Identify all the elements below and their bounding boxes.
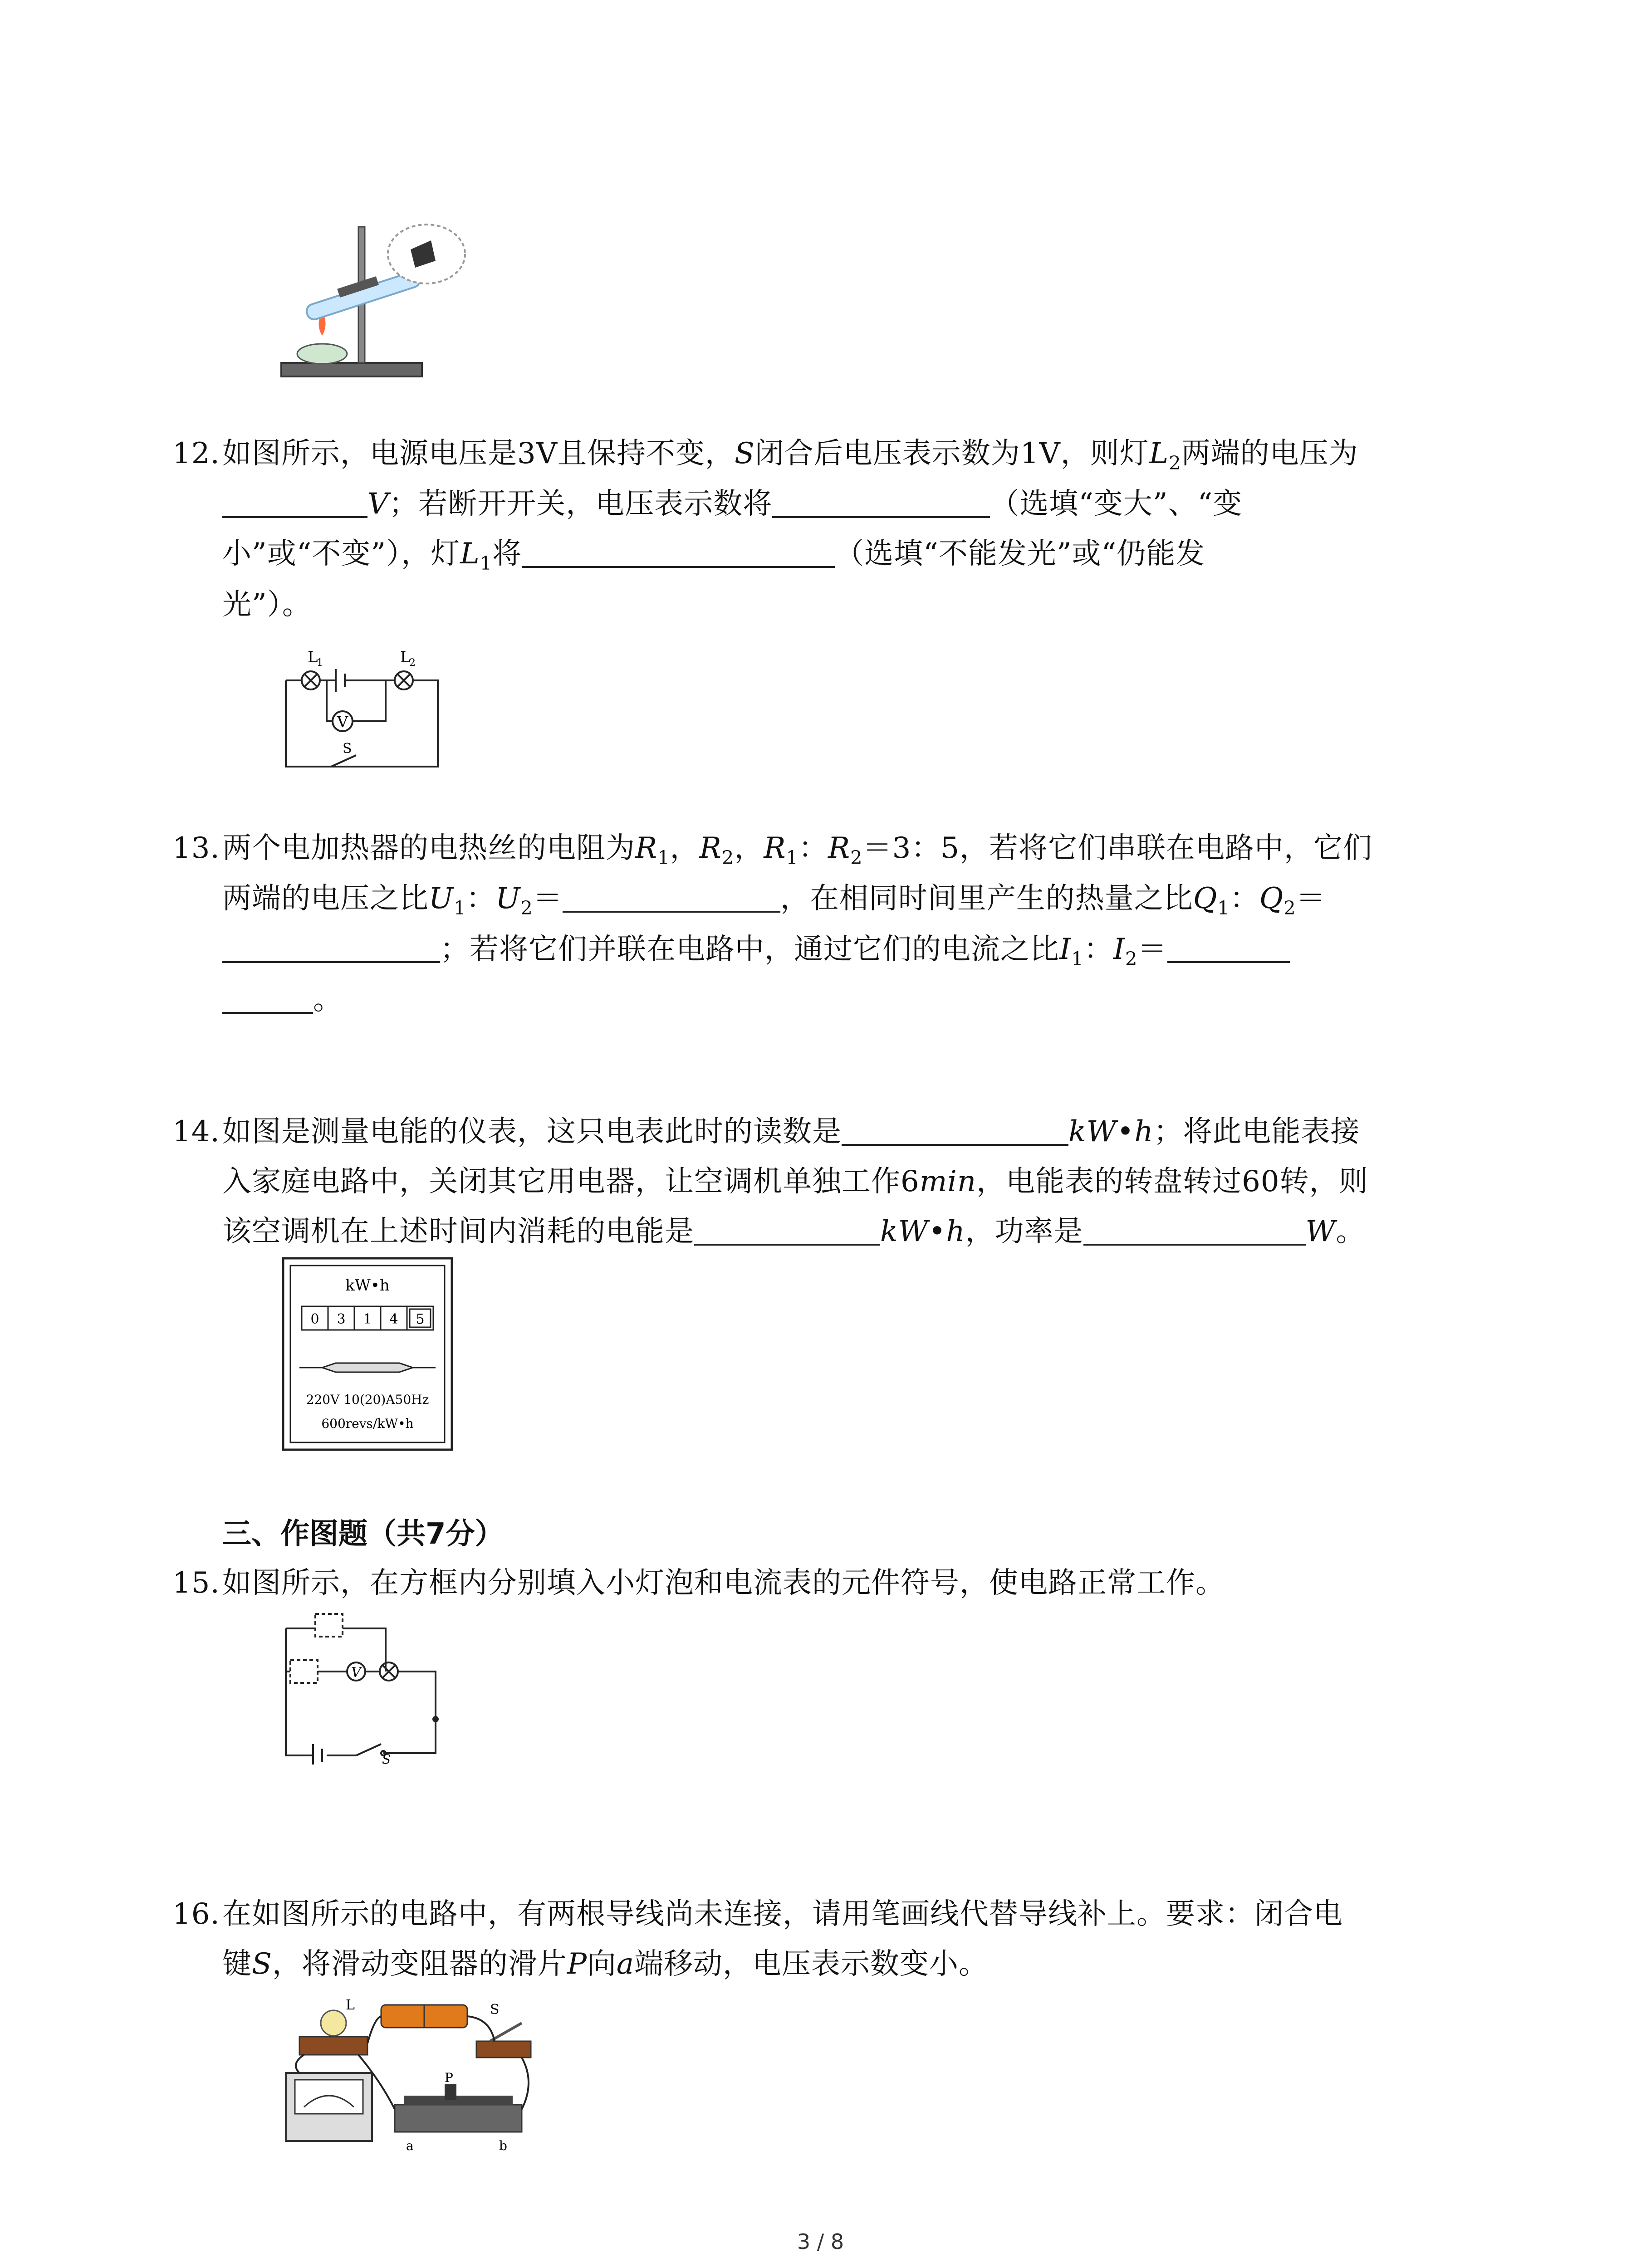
svg-text:1: 1: [363, 1311, 372, 1327]
svg-text:S: S: [343, 741, 352, 757]
svg-text:600revs/kW•h: 600revs/kW•h: [321, 1416, 414, 1431]
section-title: 三、作图题（共7分）: [222, 1517, 504, 1551]
question-number: 13.: [172, 831, 220, 865]
svg-text:b: b: [499, 2138, 507, 2153]
svg-text:L: L: [400, 648, 411, 666]
answer-blank[interactable]: [222, 932, 440, 963]
question-number: 12.: [172, 437, 220, 470]
svg-text:L: L: [308, 648, 318, 666]
svg-text:2: 2: [409, 657, 416, 669]
answer-blank[interactable]: [1083, 1215, 1306, 1246]
question-15: 15. 如图所示，在方框内分别填入小灯泡和电流表的元件符号，使电路正常工作。: [222, 1558, 1447, 1608]
svg-text:V: V: [351, 1665, 361, 1681]
answer-blank[interactable]: [694, 1215, 880, 1246]
svg-text:1: 1: [317, 657, 323, 669]
svg-text:P: P: [445, 2070, 453, 2085]
svg-text:220V 10(20)A50Hz: 220V 10(20)A50Hz: [306, 1392, 429, 1407]
question-16: 16. 在如图所示的电路中，有两根导线尚未连接，请用笔画线代替导线补上。要求：闭合电 键S，将滑动变阻器的滑片P向a端移动，电压表示数变小。: [222, 1889, 1447, 1989]
svg-text:a: a: [406, 2138, 414, 2153]
q15-circuit-figure: [277, 1610, 445, 1765]
q16-circuit-figure: [277, 1991, 540, 2159]
svg-text:0: 0: [310, 1311, 319, 1327]
question-13: 13. 两个电加热器的电热丝的电阻为$R_1$，$R_2$，$R_1$：$R_2=3$：5，若将它们串联在电路中，它们 两端的电压之比$U_1$：$U_2=$ ，在相同时间里产生的热量之比$Q_1$：$Q_2=$ ；若将它们并联在电路中，通过它们的电流之比$I_1$：$I_2=$ 。: [222, 823, 1447, 1025]
question-number: 14.: [172, 1115, 220, 1149]
answer-blank[interactable]: [563, 882, 780, 913]
q12-circuit-figure: [277, 644, 449, 776]
svg-text:S: S: [382, 1752, 391, 1765]
answer-blank[interactable]: [222, 983, 313, 1014]
svg-text:L: L: [346, 1997, 355, 2013]
question-12: 12. 如图所示，电源电压是3V且保持不变，S闭合后电压表示数为1V，则灯$L_2$两端的电压为 V；若断开开关，电压表示数将 （选填“变大”、“变 小”或“不变”），灯$L_1$将 （选填“不能发光”或“仍能发 光”）。: [222, 429, 1447, 630]
svg-text:4: 4: [389, 1311, 398, 1327]
svg-text:5: 5: [416, 1311, 425, 1327]
answer-blank[interactable]: [522, 537, 835, 568]
answer-blank[interactable]: [772, 487, 990, 518]
svg-text:3: 3: [337, 1311, 346, 1327]
question-number: 15.: [172, 1566, 220, 1600]
svg-text:kW•h: kW•h: [345, 1276, 390, 1295]
svg-text:S: S: [490, 2002, 500, 2018]
svg-text:V: V: [337, 713, 348, 731]
answer-blank[interactable]: [842, 1115, 1068, 1146]
page-number: 3 / 8: [797, 2229, 844, 2254]
answer-blank[interactable]: [1167, 932, 1290, 963]
electric-meter-figure: [281, 1256, 454, 1452]
answer-blank[interactable]: [222, 487, 367, 518]
question-14: 14. 如图是测量电能的仪表，这只电表此时的读数是 kW•h；将此电能表接 入家庭电路中，关闭其它用电器，让空调机单独工作6min，电能表的转盘转过60转，则 该空调机在上述时间内消耗的电能是 kW•h，功率是 W。: [222, 1107, 1447, 1256]
question-number: 16.: [172, 1897, 220, 1931]
lab-apparatus-figure: [272, 213, 481, 386]
